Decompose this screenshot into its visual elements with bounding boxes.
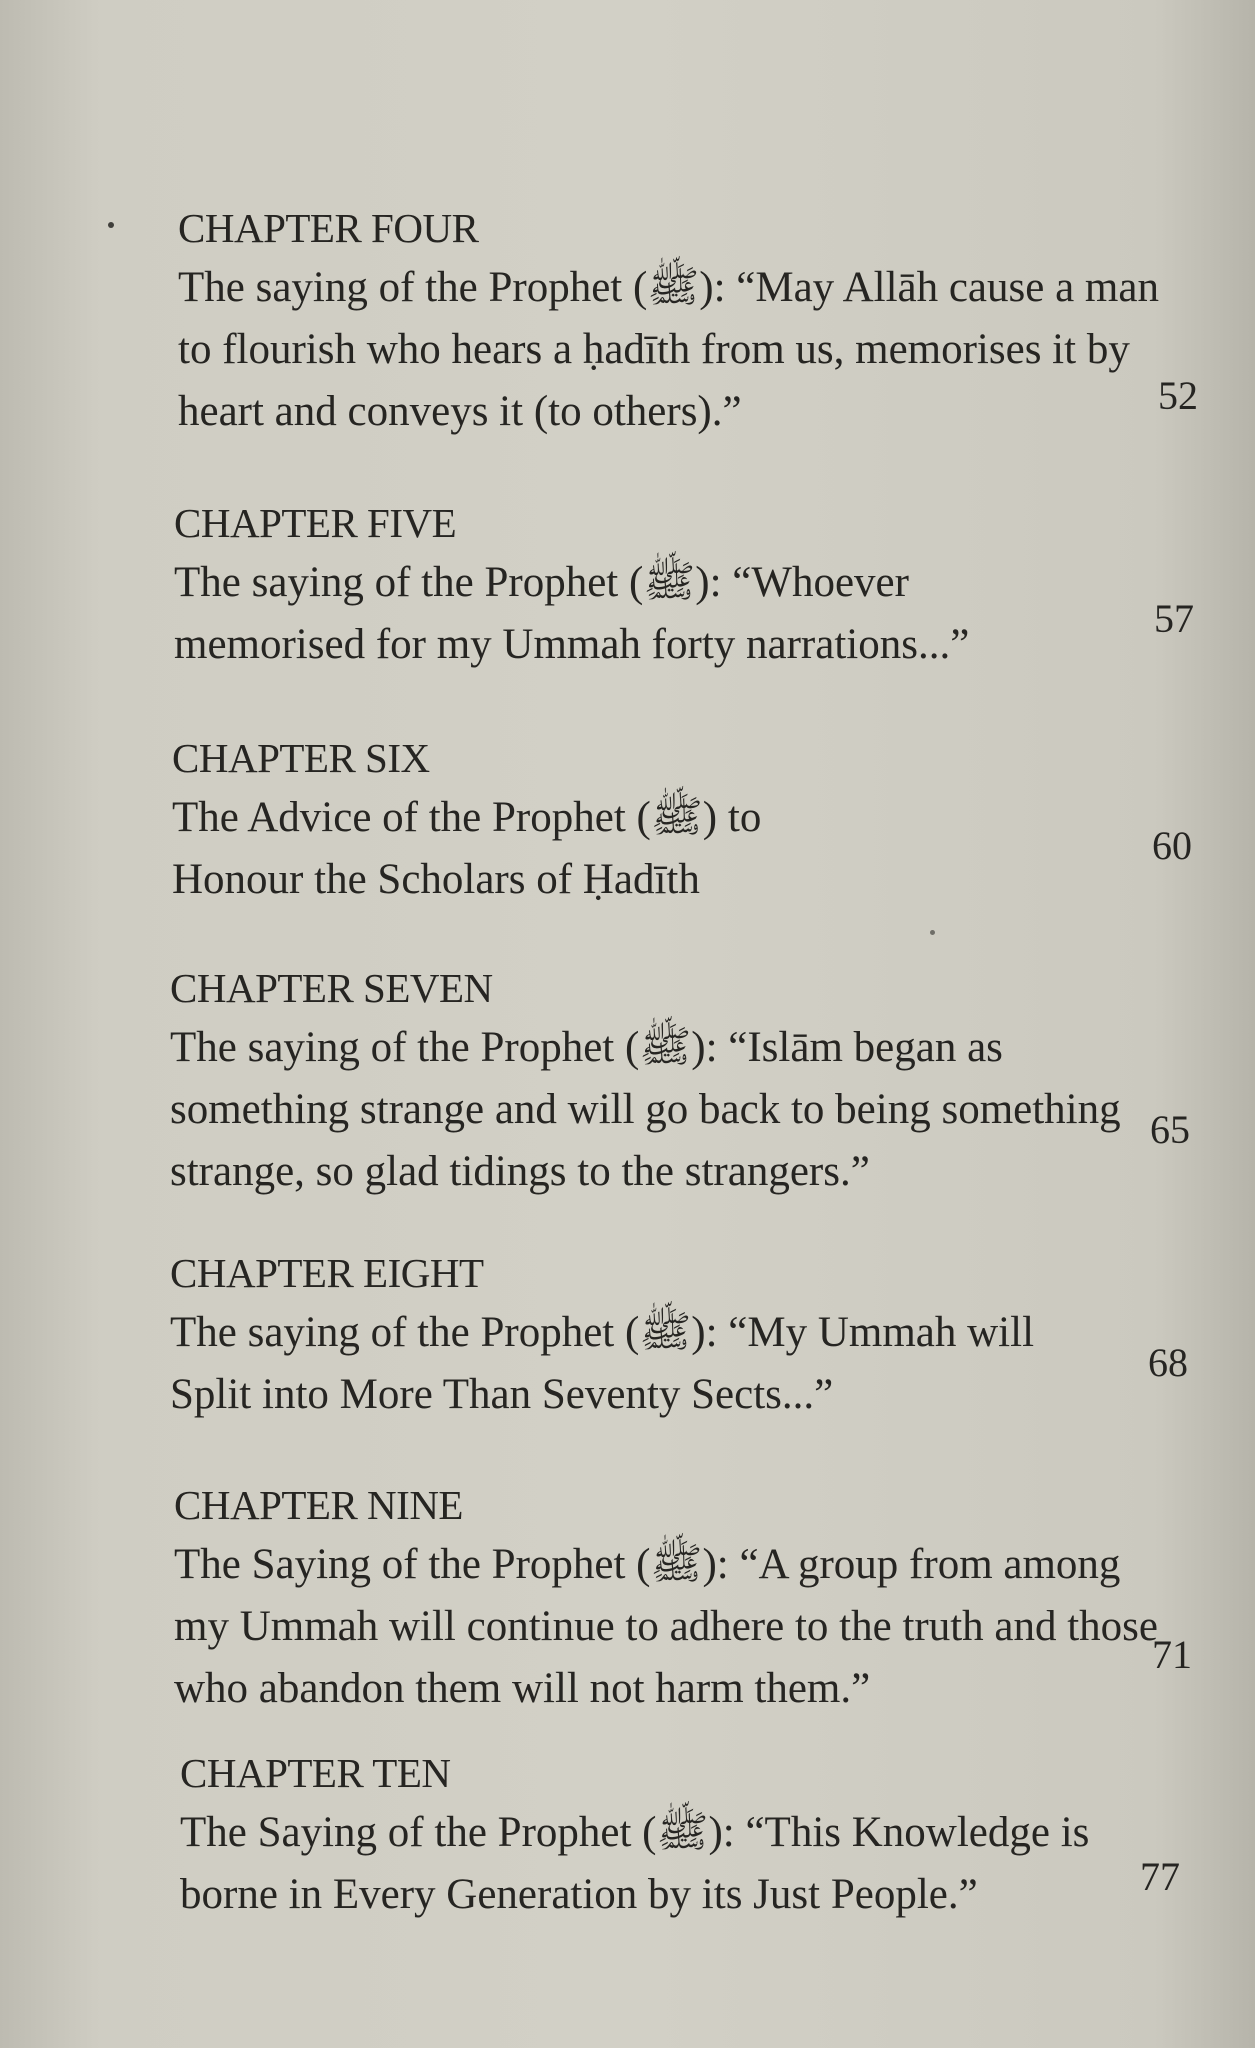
toc-entry-chapter-six — [172, 735, 1212, 911]
chapter-heading: CHAPTER EIGHT — [170, 1250, 484, 1296]
chapter-heading: CHAPTER SEVEN — [170, 965, 493, 1011]
toc-entry-chapter-seven — [170, 965, 1210, 1203]
page-number: 52 — [1158, 373, 1198, 418]
page-number: 77 — [1140, 1854, 1180, 1899]
chapter-title: The saying of the Prophet (ﷺ): “My Ummah will Split into More Than Seventy Sects...” — [170, 1309, 1035, 1418]
chapter-title: The Saying of the Prophet (ﷺ): “This Knowledge is borne in Every Generation by its Just People.” — [180, 1809, 1090, 1918]
chapter-heading: CHAPTER SIX — [172, 735, 430, 781]
page-number: 57 — [1154, 596, 1194, 641]
chapter-title: The saying of the Prophet (ﷺ): “Islām began as something strange and will go back to being something strange, so glad tidings to the strangers.” — [170, 1024, 1121, 1195]
toc-entry-chapter-four — [178, 205, 1218, 443]
toc-entry-chapter-eight — [170, 1250, 1210, 1426]
page-number: 71 — [1152, 1632, 1192, 1677]
page-number: 65 — [1150, 1107, 1190, 1152]
toc-entry-chapter-five — [174, 500, 1214, 676]
chapter-title: The Saying of the Prophet (ﷺ): “A group from among my Ummah will continue to adhere to the truth and those who abandon them will not harm them.” — [174, 1541, 1159, 1712]
chapter-title: The saying of the Prophet (ﷺ): “May Allāh cause a man to flourish who hears a ḥadīth from us, memorises it by heart and conveys it (to others).” — [178, 264, 1159, 435]
page-number: 60 — [1152, 823, 1192, 868]
chapter-heading: CHAPTER FOUR — [178, 205, 479, 251]
chapter-heading: CHAPTER NINE — [174, 1482, 463, 1528]
toc-entry-chapter-ten — [180, 1750, 1220, 1926]
margin-dot — [108, 222, 114, 228]
page-number: 68 — [1148, 1340, 1188, 1385]
chapter-heading: CHAPTER FIVE — [174, 500, 457, 546]
chapter-title: The Advice of the Prophet (ﷺ) to Honour the Scholars of Ḥadīth — [172, 794, 762, 903]
chapter-title: The saying of the Prophet (ﷺ): “Whoever memorised for my Ummah forty narrations...” — [174, 559, 970, 668]
chapter-heading: CHAPTER TEN — [180, 1750, 451, 1796]
toc-entry-chapter-nine — [174, 1482, 1214, 1720]
ink-speck — [930, 930, 935, 935]
